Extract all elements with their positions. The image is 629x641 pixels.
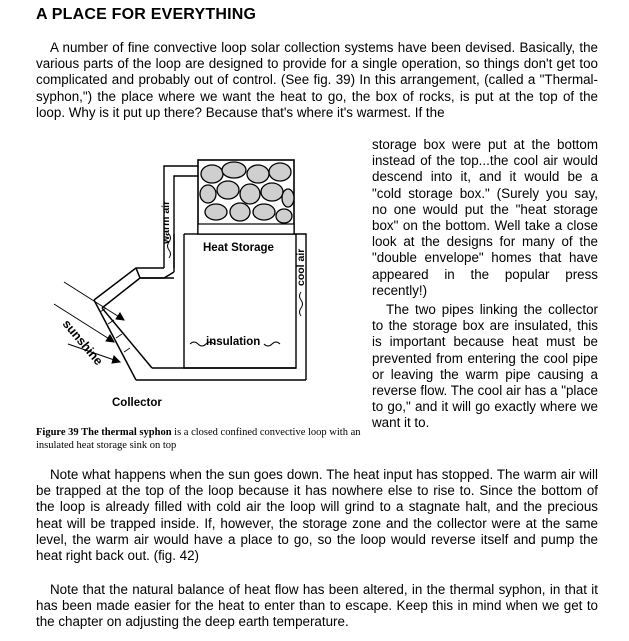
figure-caption: [36, 427, 366, 452]
sunshine-label: sunshine: [59, 316, 106, 368]
cool-air-label: cool air: [295, 248, 307, 286]
warm-air-label: warm air: [160, 200, 172, 244]
section-heading: A PLACE FOR EVERYTHING: [36, 6, 257, 23]
paragraph-2: The two pipes linking the collector to the storage box are insulated, this is important because heat must be prevented from entering the cool pipe or leaving the warm pipe causing a reverse flow. The cool air has a "place to go," and it will go exactly where we want it to.: [372, 302, 598, 431]
thermal-syphon-diagram: [40, 132, 370, 422]
paragraph-3: Note what happens when the sun goes down. The heat input has stopped. The warm air will be trapped at the top of the loop because it has nowhere else to rise to. Since the bottom of the loop is already filled with cold air the loop will grind to a stagnate halt, and the precious heat will be trapped inside. If, however, the storage zone and the collector were at the same level, the warm air would have a place to go, so the loop would reverse itself and pump the heat right back out. (fig. 42): [36, 467, 598, 564]
paragraph-4: Note that the natural balance of heat flow has been altered, in the thermal syphon, in that it has been made easier for the heat to enter than to escape. Keep this in mind when we get to the chapter on adjusting the deep earth temperature.: [36, 582, 598, 630]
bottom-return-pipe: [136, 368, 306, 380]
paragraph-1: A number of fine convective loop solar collection systems have been devised. Basically, the various parts of the loop are designed to provide for a single operation, so things don't get too complicated and probably out of control. (See fig. 39) In this arrangement, (called a "Thermal-syphon,") the place where we want the heat to go, the box of rocks, is put at the top of the loop. Why is it put up there? Because that's where it's warmest. If the: [36, 40, 598, 120]
caption-title: Figure 39 The thermal syphon: [36, 427, 172, 438]
rocks-icon: [200, 162, 294, 223]
paragraph-1-continued: storage box were put at the bottom instead of the top...the cool air would descend into it, and it would be a "cold storage box." (Surely you say, no one would put the "heat storage box" on the bottom. Well take a close look at the designs for many of the "double envelope" homes that have appeared in the popular press recently!): [372, 137, 598, 298]
collector-label: Collector: [112, 397, 162, 409]
heat-storage-label: Heat Storage: [203, 242, 274, 254]
caption-text: is a closed confined convective loop with an insulated heat storage sink on top: [36, 427, 361, 451]
heat-storage-box: [198, 160, 294, 234]
collector: [94, 268, 174, 380]
figure-39: [40, 132, 370, 427]
cool-air-pipe: [174, 234, 306, 380]
insulation-label: insulation: [206, 336, 261, 348]
